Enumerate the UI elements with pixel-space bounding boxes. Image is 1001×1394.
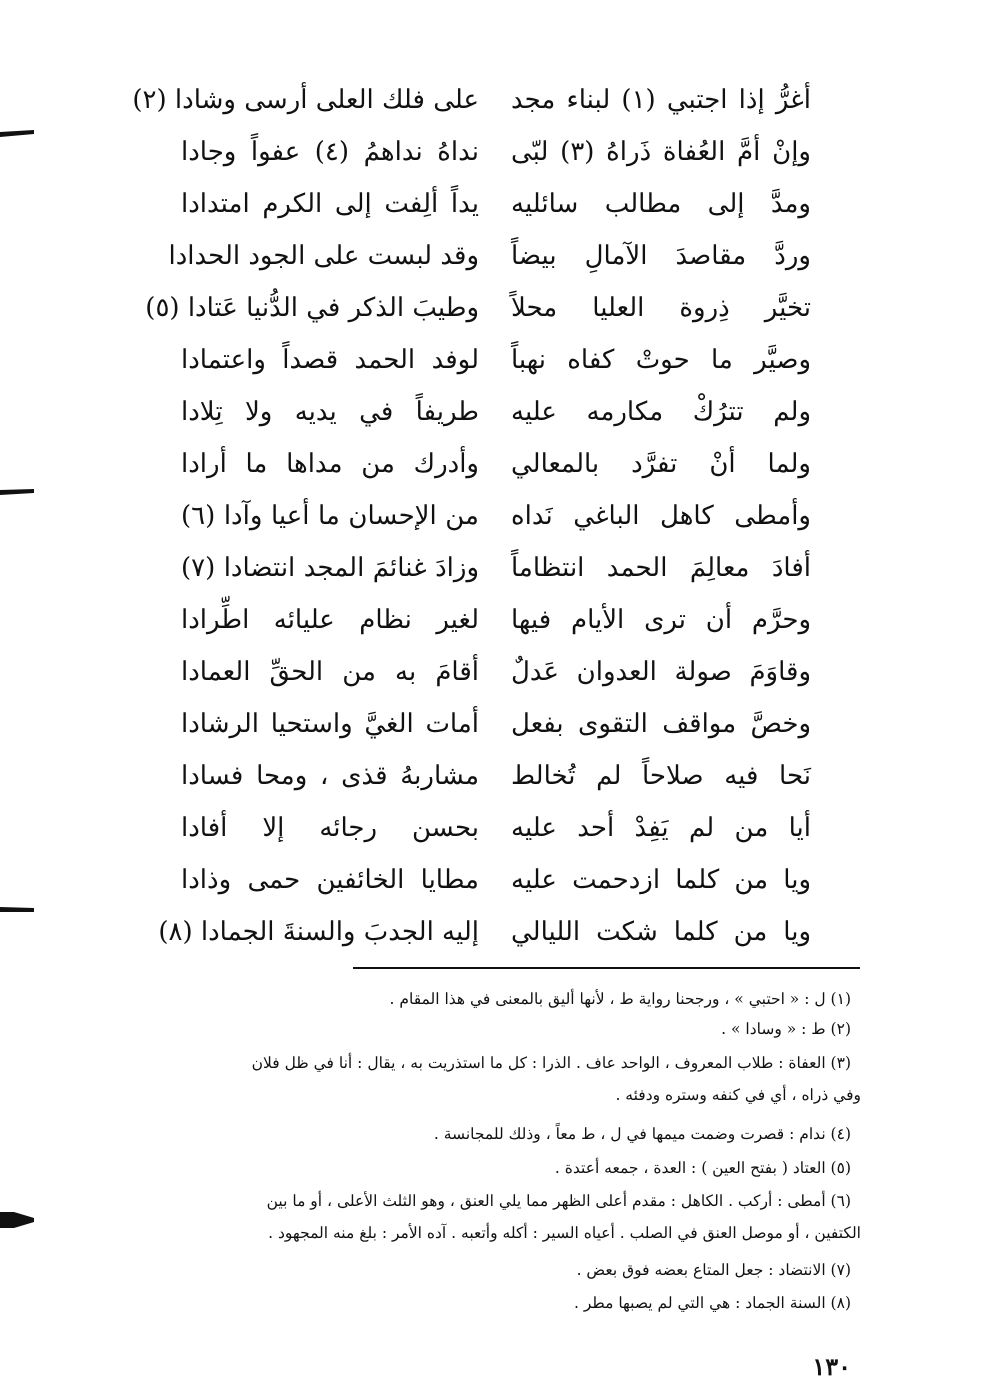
- verse-second-hemistich: مطايا الخائفين حمى وذادا: [181, 865, 479, 895]
- verse-first-hemistich: أفادَ معالِمَ الحمد انتظاماً: [511, 553, 811, 583]
- verse-first-hemistich: أغرُّ إذا اجتبي (١) لبناء مجد: [511, 85, 811, 115]
- verse-first-hemistich: ويا من كلما ازدحمت عليه: [511, 865, 811, 895]
- verse-first-hemistich: تخيَّر ذِروة العليا محلاً: [511, 293, 811, 323]
- verse-line: [0, 702, 1001, 746]
- verse-first-hemistich: ويا من كلما شكت الليالي: [511, 917, 811, 947]
- verse-line: [0, 234, 1001, 278]
- footnote: (٣) العفاة : طلاب المعروف ، الواحد عاف . الذرا : كل ما استذريت به ، يقال : أنا في ظل فلان: [251, 1054, 851, 1072]
- footnote-separator: [353, 967, 860, 969]
- binding-mark-icon: [0, 1210, 34, 1230]
- page-number: ١٣٠: [812, 1352, 851, 1381]
- verse-second-hemistich: إليه الجدبَ والسنةَ الجمادا (٨): [158, 917, 479, 947]
- verse-second-hemistich: وزادَ غنائمَ المجد انتضادا (٧): [181, 553, 479, 583]
- verse-line: [0, 754, 1001, 798]
- verse-line: [0, 130, 1001, 174]
- verse-line: [0, 442, 1001, 486]
- verse-first-hemistich: وحرَّم أن ترى الأيام فيها: [511, 605, 811, 635]
- binding-mark-icon: [0, 130, 34, 138]
- verse-first-hemistich: ومدَّ إلى مطالب سائليه: [511, 189, 811, 219]
- verse-line: [0, 338, 1001, 382]
- verse-line: [0, 546, 1001, 590]
- verse-first-hemistich: وردَّ مقاصدَ الآمالِ بيضاً: [511, 241, 811, 271]
- verse-second-hemistich: وقد لبست على الجود الحدادا: [168, 241, 479, 271]
- footnote-continuation: وفي ذراه ، أي في كنفه وستره ودفئه .: [615, 1086, 861, 1104]
- verse-first-hemistich: أيا من لم يَفِدْ أحد عليه: [511, 813, 811, 843]
- verse-second-hemistich: وأدرك من مداها ما أرادا: [181, 449, 479, 479]
- verse-second-hemistich: لوفد الحمد قصداً واعتمادا: [181, 345, 479, 375]
- binding-mark-icon: [0, 488, 34, 496]
- footnote: (٧) الانتضاد : جعل المتاع بعضه فوق بعض .: [576, 1261, 851, 1279]
- verse-second-hemistich: من الإحسان ما أعيا وآدا (٦): [181, 501, 479, 531]
- verse-line: [0, 390, 1001, 434]
- verse-line: [0, 286, 1001, 330]
- verse-second-hemistich: أمات الغيَّ واستحيا الرشادا: [181, 709, 479, 739]
- verse-first-hemistich: وأمطى كاهل الباغي نَداه: [511, 501, 811, 531]
- verse-second-hemistich: مشاربهُ قذى ، ومحا فسادا: [181, 761, 479, 791]
- verse-line: [0, 598, 1001, 642]
- verse-second-hemistich: على فلك العلى أرسى وشادا (٢): [132, 85, 479, 115]
- verse-first-hemistich: وخصَّ مواقف التقوى بفعل: [511, 709, 811, 739]
- verse-second-hemistich: نداهُ نداهمُ (٤) عفواً وجادا: [181, 137, 479, 167]
- verse-line: [0, 910, 1001, 954]
- footnote: (٤) ندام : قصرت وضمت ميمها في ل ، ط معاً ، وذلك للمجانسة .: [433, 1125, 851, 1143]
- verse-second-hemistich: أقامَ به من الحقِّ العمادا: [181, 657, 479, 687]
- verse-second-hemistich: بحسن رجائه إلا أفادا: [181, 813, 479, 843]
- footnote-continuation: الكتفين ، أو موصل العنق في الصلب . أعياه السير : أكله وأتعبه . آده الأمر : بلغ منه المجهود .: [268, 1224, 861, 1242]
- verse-line: [0, 858, 1001, 902]
- verse-first-hemistich: ولم تترُكْ مكارمه عليه: [511, 397, 811, 427]
- verse-second-hemistich: طريفاً في يديه ولا تِلادا: [181, 397, 479, 427]
- verse-first-hemistich: ولما أنْ تفرَّد بالمعالي: [511, 449, 811, 479]
- footnote: (٢) ط : « وسادا » .: [721, 1020, 851, 1038]
- verse-first-hemistich: وقاوَمَ صولة العدوان عَدلٌ: [511, 657, 811, 687]
- verse-second-hemistich: لغير نظام عليائه اطِّرادا: [181, 605, 479, 635]
- verse-first-hemistich: نَحا فيه صلاحاً لم تُخالط: [511, 761, 811, 791]
- footnote: (٥) العتاد ( بفتح العين ) : العدة ، جمعه أعتدة .: [554, 1159, 851, 1177]
- verse-second-hemistich: وطيبَ الذكر في الدُّنيا عَتادا (٥): [145, 293, 479, 323]
- verse-line: [0, 806, 1001, 850]
- footnote: (١) ل : « احتبي » ، ورجحنا رواية ط ، لأنها أليق بالمعنى في هذا المقام .: [389, 990, 851, 1008]
- verse-first-hemistich: وصيَّر ما حوتْ كفاه نهباً: [511, 345, 811, 375]
- verse-line: [0, 650, 1001, 694]
- footnote: (٦) أمطى : أركب . الكاهل : مقدم أعلى الظهر مما يلي العنق ، وهو الثلث الأعلى ، أو ما بين: [266, 1192, 851, 1210]
- binding-mark-icon: [0, 906, 34, 914]
- footnote: (٨) السنة الجماد : هي التي لم يصبها مطر .: [573, 1294, 851, 1312]
- verse-line: [0, 182, 1001, 226]
- verse-line: [0, 494, 1001, 538]
- verse-first-hemistich: وإنْ أمَّ العُفاة ذَراهُ (٣) لبّى: [511, 137, 811, 167]
- verse-line: [0, 78, 1001, 122]
- verse-second-hemistich: يداً ألِفت إلى الكرم امتدادا: [181, 189, 479, 219]
